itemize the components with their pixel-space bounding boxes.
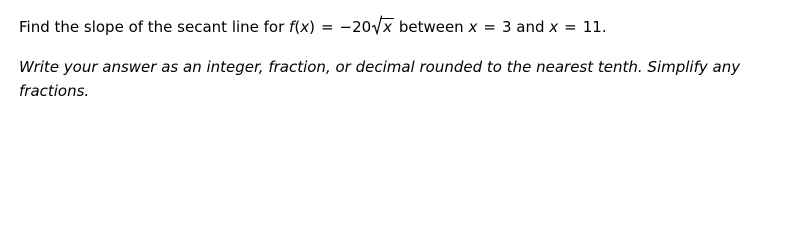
question-suffix: . (601, 18, 607, 36)
coefficient: −20 (339, 18, 372, 36)
question-prefix: Find the slope of the secant line for (19, 18, 290, 36)
function-name: f (289, 18, 295, 36)
bound-1: x = 3 (468, 18, 512, 36)
and-text: and (511, 18, 550, 36)
function-variable: x (300, 18, 310, 36)
question-text (19, 17, 607, 37)
radicand: x (383, 18, 393, 36)
equals-sign: = (320, 18, 334, 36)
bound-2: x = 11 (549, 18, 602, 36)
radical-sign-icon (372, 15, 382, 35)
square-root (372, 17, 394, 37)
problem-page (0, 0, 809, 111)
answer-instructions: Write your answer as an integer, fraction, or decimal rounded to the nearest tenth. Simplify any fractions. (19, 58, 741, 100)
function-expression: f(x) = −20 x (289, 18, 394, 36)
between-text: between (394, 18, 469, 36)
